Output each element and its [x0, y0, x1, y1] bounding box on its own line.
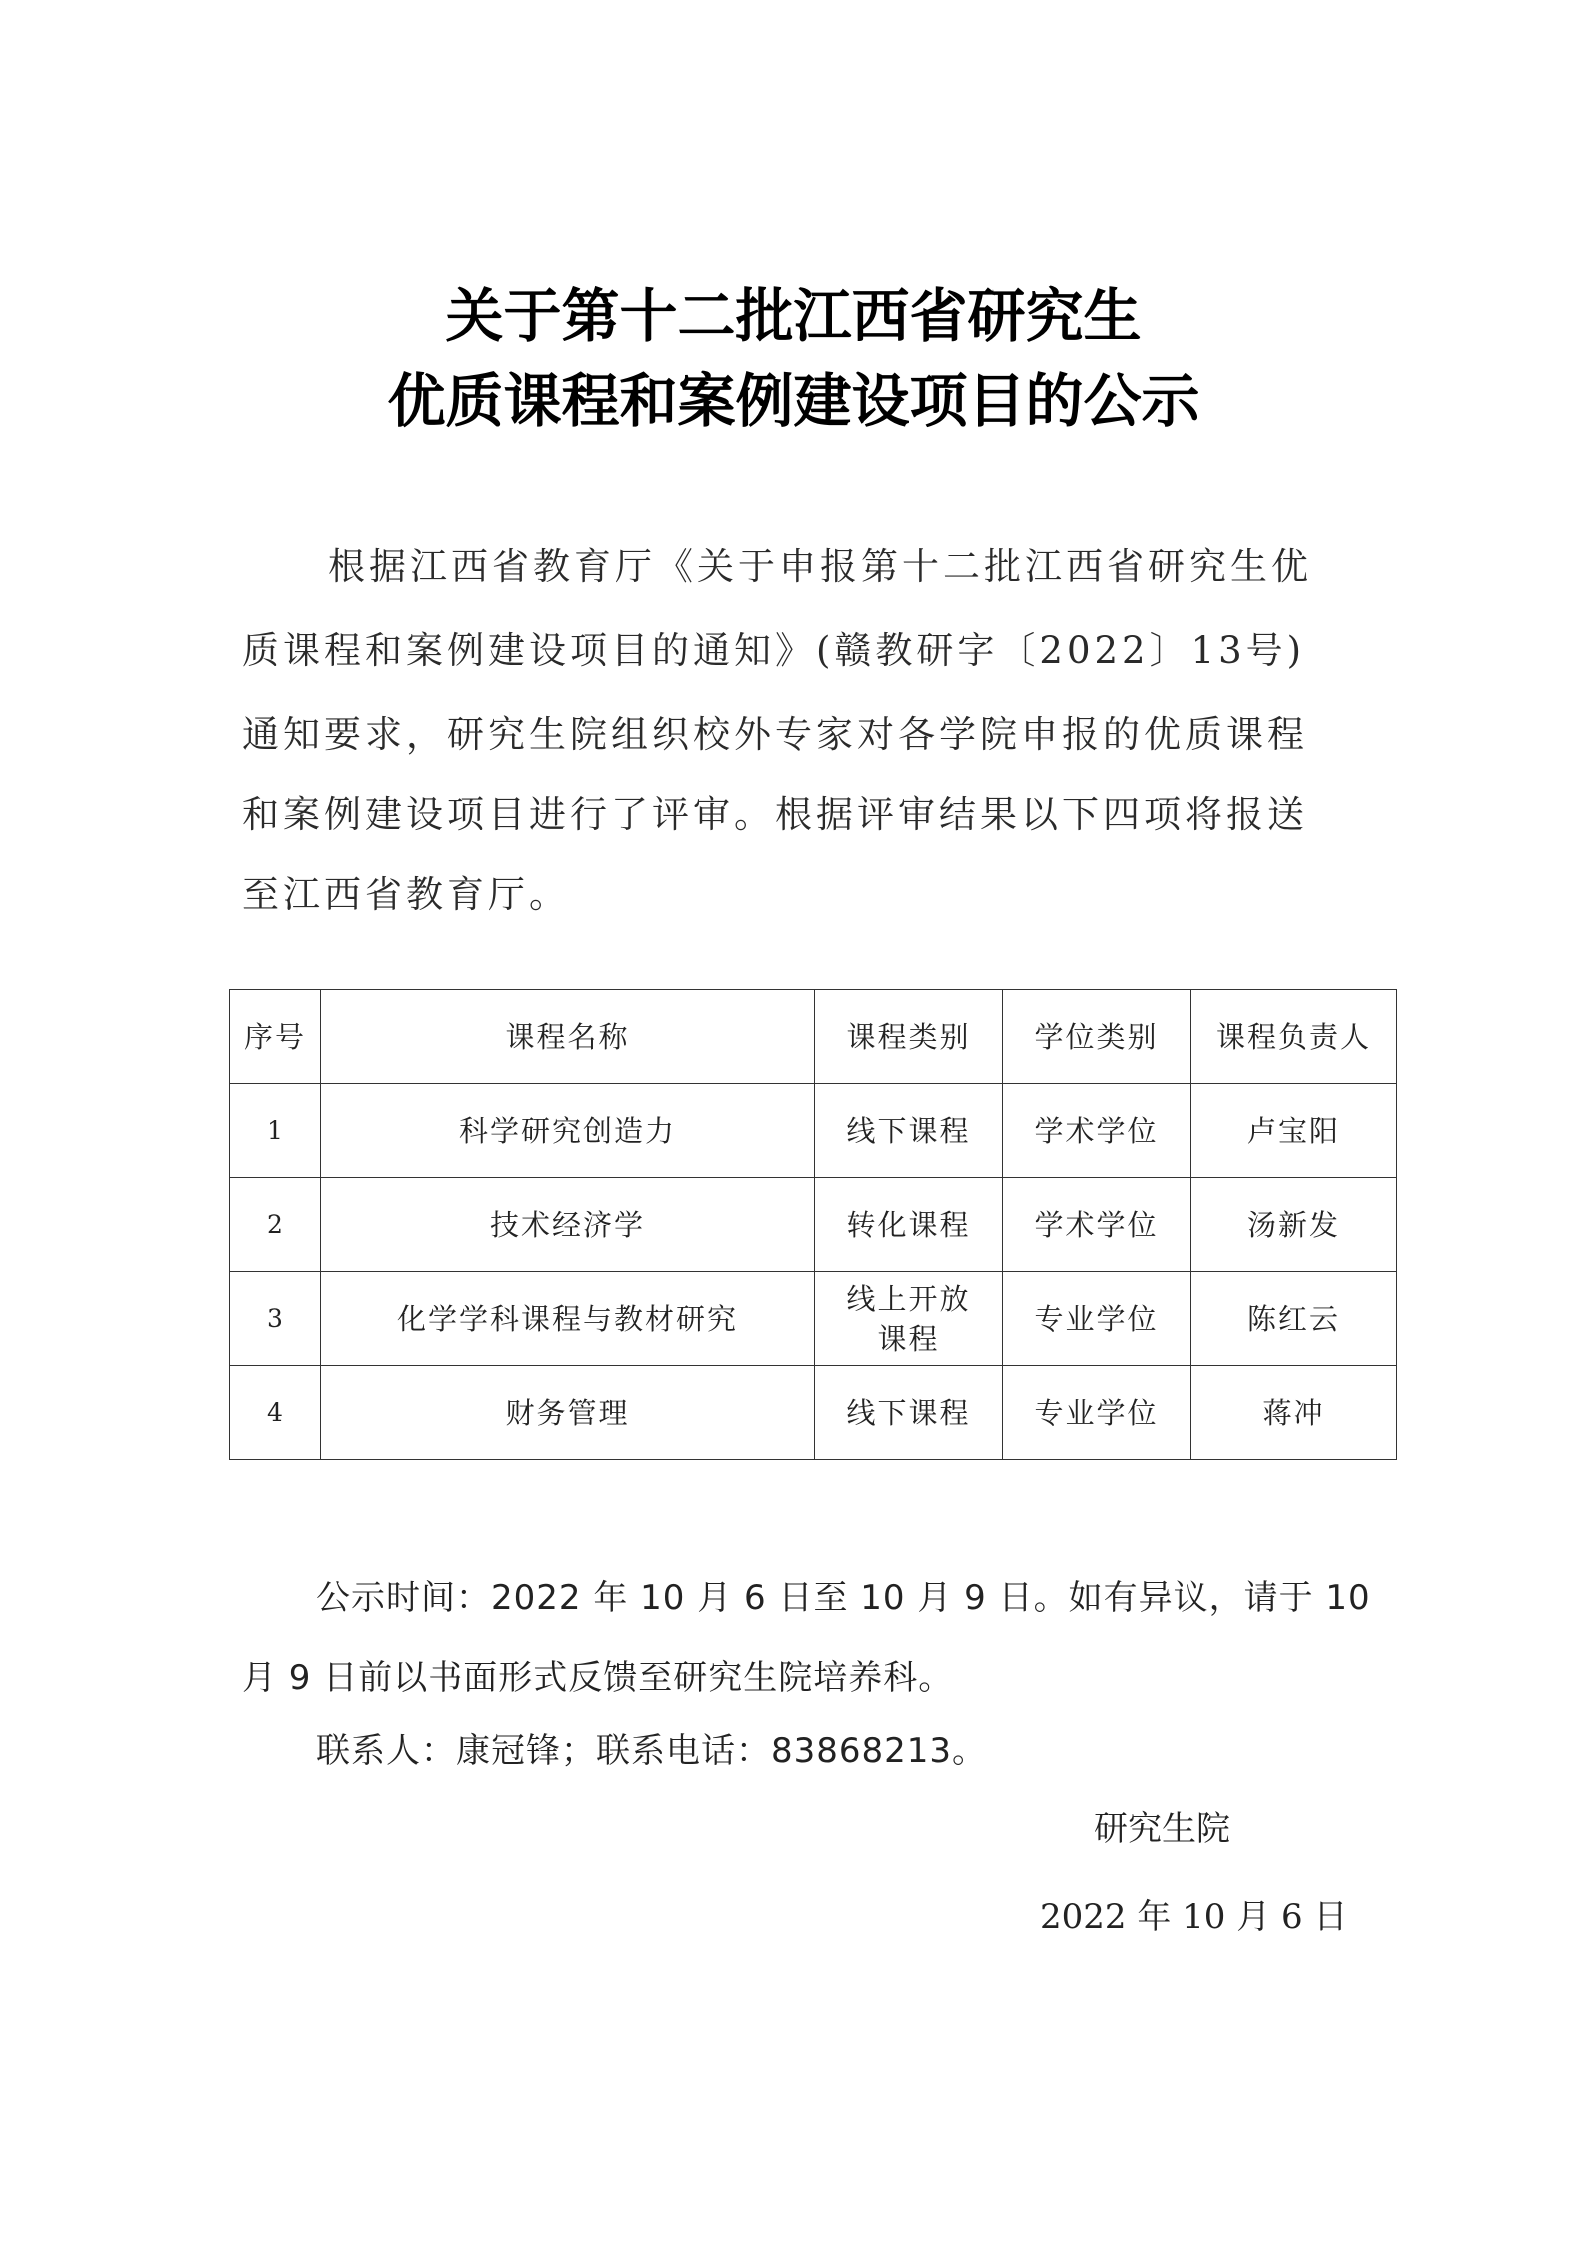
- row-course-category-line2: 课程: [877, 1321, 940, 1356]
- row-course-leader: 汤新发: [1191, 1178, 1397, 1272]
- table-row: [230, 1084, 1397, 1178]
- row-course-category: 线下课程: [815, 1084, 1003, 1178]
- row-no: 4: [230, 1366, 321, 1460]
- row-course-name: 技术经济学: [321, 1178, 815, 1272]
- row-degree-category: 学术学位: [1003, 1084, 1191, 1178]
- row-course-name: 财务管理: [321, 1366, 815, 1460]
- notice-period-line1: 公示时间：2022 年 10 月 6 日至 10 月 9 日。如有异议，请于 10: [316, 1578, 1371, 1618]
- row-course-leader: 陈红云: [1191, 1272, 1397, 1366]
- document-title-line2: 优质课程和案例建设项目的公示: [387, 367, 1200, 435]
- row-degree-category: 专业学位: [1003, 1366, 1191, 1460]
- body-line-5: 至江西省教育厅。: [242, 873, 570, 916]
- header-degree-category: 学位类别: [1003, 990, 1191, 1084]
- body-line-1: 根据江西省教育厅《关于申报第十二批江西省研究生优: [328, 545, 1312, 588]
- body-line-2: 质课程和案例建设项目的通知》(赣教研字〔2022〕13号): [242, 629, 1306, 672]
- table-row: [230, 1272, 1397, 1366]
- document-title-line1: 关于第十二批江西省研究生: [445, 282, 1142, 350]
- header-course-name: 课程名称: [321, 990, 815, 1084]
- row-course-category: 线下课程: [815, 1366, 1003, 1460]
- header-course-category: 课程类别: [815, 990, 1003, 1084]
- row-course-name: 化学学科课程与教材研究: [321, 1272, 815, 1366]
- body-line-4: 和案例建设项目进行了评审。根据评审结果以下四项将报送: [242, 793, 1308, 836]
- row-course-leader: 蒋冲: [1191, 1366, 1397, 1460]
- row-degree-category: 学术学位: [1003, 1178, 1191, 1272]
- row-no: 3: [230, 1272, 321, 1366]
- row-degree-category: 专业学位: [1003, 1272, 1191, 1366]
- table-row: [230, 1178, 1397, 1272]
- signature-org: 研究生院: [1094, 1809, 1230, 1849]
- row-no: 2: [230, 1178, 321, 1272]
- signature-date: 2022 年 10 月 6 日: [1040, 1897, 1348, 1937]
- contact-info: 联系人：康冠锋；联系电话：83868213。: [316, 1731, 988, 1771]
- row-course-category: 转化课程: [815, 1178, 1003, 1272]
- header-no: 序号: [230, 990, 321, 1084]
- body-line-3: 通知要求，研究生院组织校外专家对各学院申报的优质课程: [242, 713, 1308, 756]
- row-no: 1: [230, 1084, 321, 1178]
- notice-period-line2: 月 9 日前以书面形式反馈至研究生院培养科。: [242, 1658, 954, 1698]
- table-row: [230, 1366, 1397, 1460]
- course-table: [229, 989, 1397, 1460]
- row-course-leader: 卢宝阳: [1191, 1084, 1397, 1178]
- table-header-row: [230, 990, 1397, 1084]
- row-course-name: 科学研究创造力: [321, 1084, 815, 1178]
- row-course-category-line1: 线上开放: [846, 1281, 971, 1316]
- header-course-leader: 课程负责人: [1191, 990, 1397, 1084]
- row-course-category: [815, 1272, 1003, 1366]
